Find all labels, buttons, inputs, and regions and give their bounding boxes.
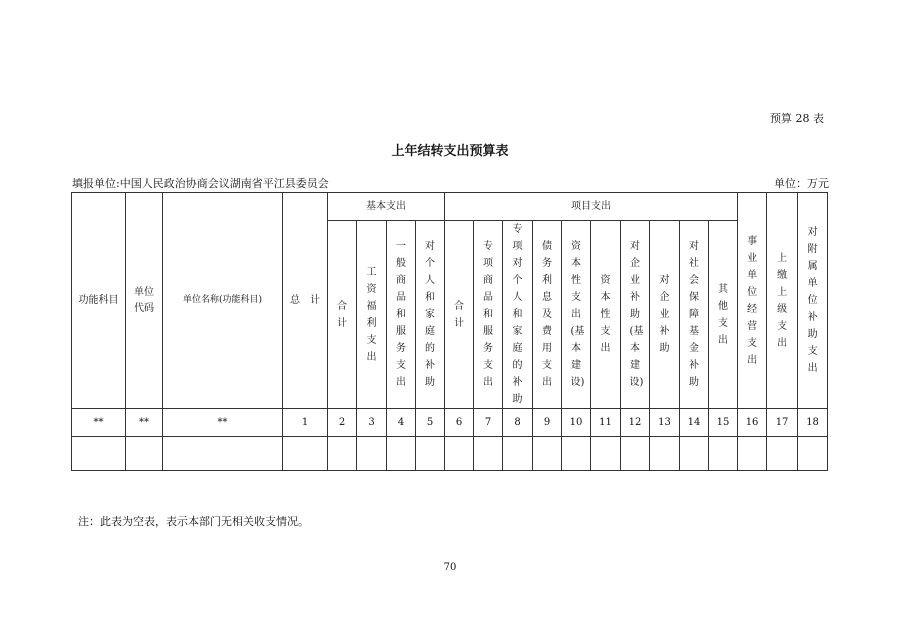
header-project-col: 对企业补助 xyxy=(650,221,680,409)
col-number: 2 xyxy=(328,409,357,437)
form-number: 预算 28 表 xyxy=(770,112,824,125)
footnote: 注：此表为空表，表示本部门无相关收支情况。 xyxy=(78,515,309,528)
col-number: 8 xyxy=(503,409,533,437)
currency-unit: 单位：万元 xyxy=(774,177,829,190)
header-project-col: 对社会保障基金补助 xyxy=(680,221,709,409)
col-number: 12 xyxy=(621,409,650,437)
header-tail-col: 对附属单位补助支出 xyxy=(798,193,828,409)
header-unit-code: 单位代码 xyxy=(126,193,163,409)
header-project-col: 合计 xyxy=(445,221,474,409)
header-basic-col: 合计 xyxy=(328,221,357,409)
num-stars: ** xyxy=(163,409,283,437)
col-number: 6 xyxy=(445,409,474,437)
header-project-col: 其他支出 xyxy=(709,221,738,409)
col-number: 3 xyxy=(357,409,387,437)
header-project-col: 债务利息及费用支出 xyxy=(533,221,562,409)
header-tail-col: 事业单位经营支出 xyxy=(738,193,767,409)
header-project-col: 资本性支出(基本建设) xyxy=(562,221,591,409)
col-number: 10 xyxy=(562,409,591,437)
header-unit-name: 单位名称(功能科目) xyxy=(163,193,283,409)
col-number: 18 xyxy=(798,409,828,437)
col-number: 11 xyxy=(591,409,621,437)
page-title: 上年结转支出预算表 xyxy=(391,144,509,159)
header-tail-col: 上缴上级支出 xyxy=(767,193,798,409)
col-number: 14 xyxy=(680,409,709,437)
header-project-col: 对企业补助(基本建设) xyxy=(621,221,650,409)
header-project-col: 专项对个人和家庭的补助 xyxy=(503,221,533,409)
col-number: 13 xyxy=(650,409,680,437)
header-project-expenditure: 项目支出 xyxy=(445,193,738,221)
header-basic-col: 一般商品和服务支出 xyxy=(387,221,416,409)
col-number: 15 xyxy=(709,409,738,437)
col-number: 1 xyxy=(283,409,328,437)
header-project-col: 专项商品和服务支出 xyxy=(474,221,503,409)
col-number: 4 xyxy=(387,409,416,437)
col-number: 5 xyxy=(416,409,445,437)
col-number: 16 xyxy=(738,409,767,437)
header-func-subject: 功能科目 xyxy=(72,193,126,409)
num-stars: ** xyxy=(72,409,126,437)
col-number: 7 xyxy=(474,409,503,437)
empty-data-row xyxy=(72,437,857,471)
budget-table xyxy=(71,192,857,471)
header-total: 总 计 xyxy=(283,193,328,409)
num-stars: ** xyxy=(126,409,163,437)
page-number: 70 xyxy=(443,562,457,573)
header-project-col: 资本性支出 xyxy=(591,221,621,409)
header-basic-expenditure: 基本支出 xyxy=(328,193,445,221)
header-basic-col: 工资福利支出 xyxy=(357,221,387,409)
header-basic-col: 对个人和家庭的补助 xyxy=(416,221,445,409)
col-number: 9 xyxy=(533,409,562,437)
col-number: 17 xyxy=(767,409,798,437)
reporting-unit: 填报单位:中国人民政治协商会议湖南省平江县委员会 xyxy=(72,177,329,190)
